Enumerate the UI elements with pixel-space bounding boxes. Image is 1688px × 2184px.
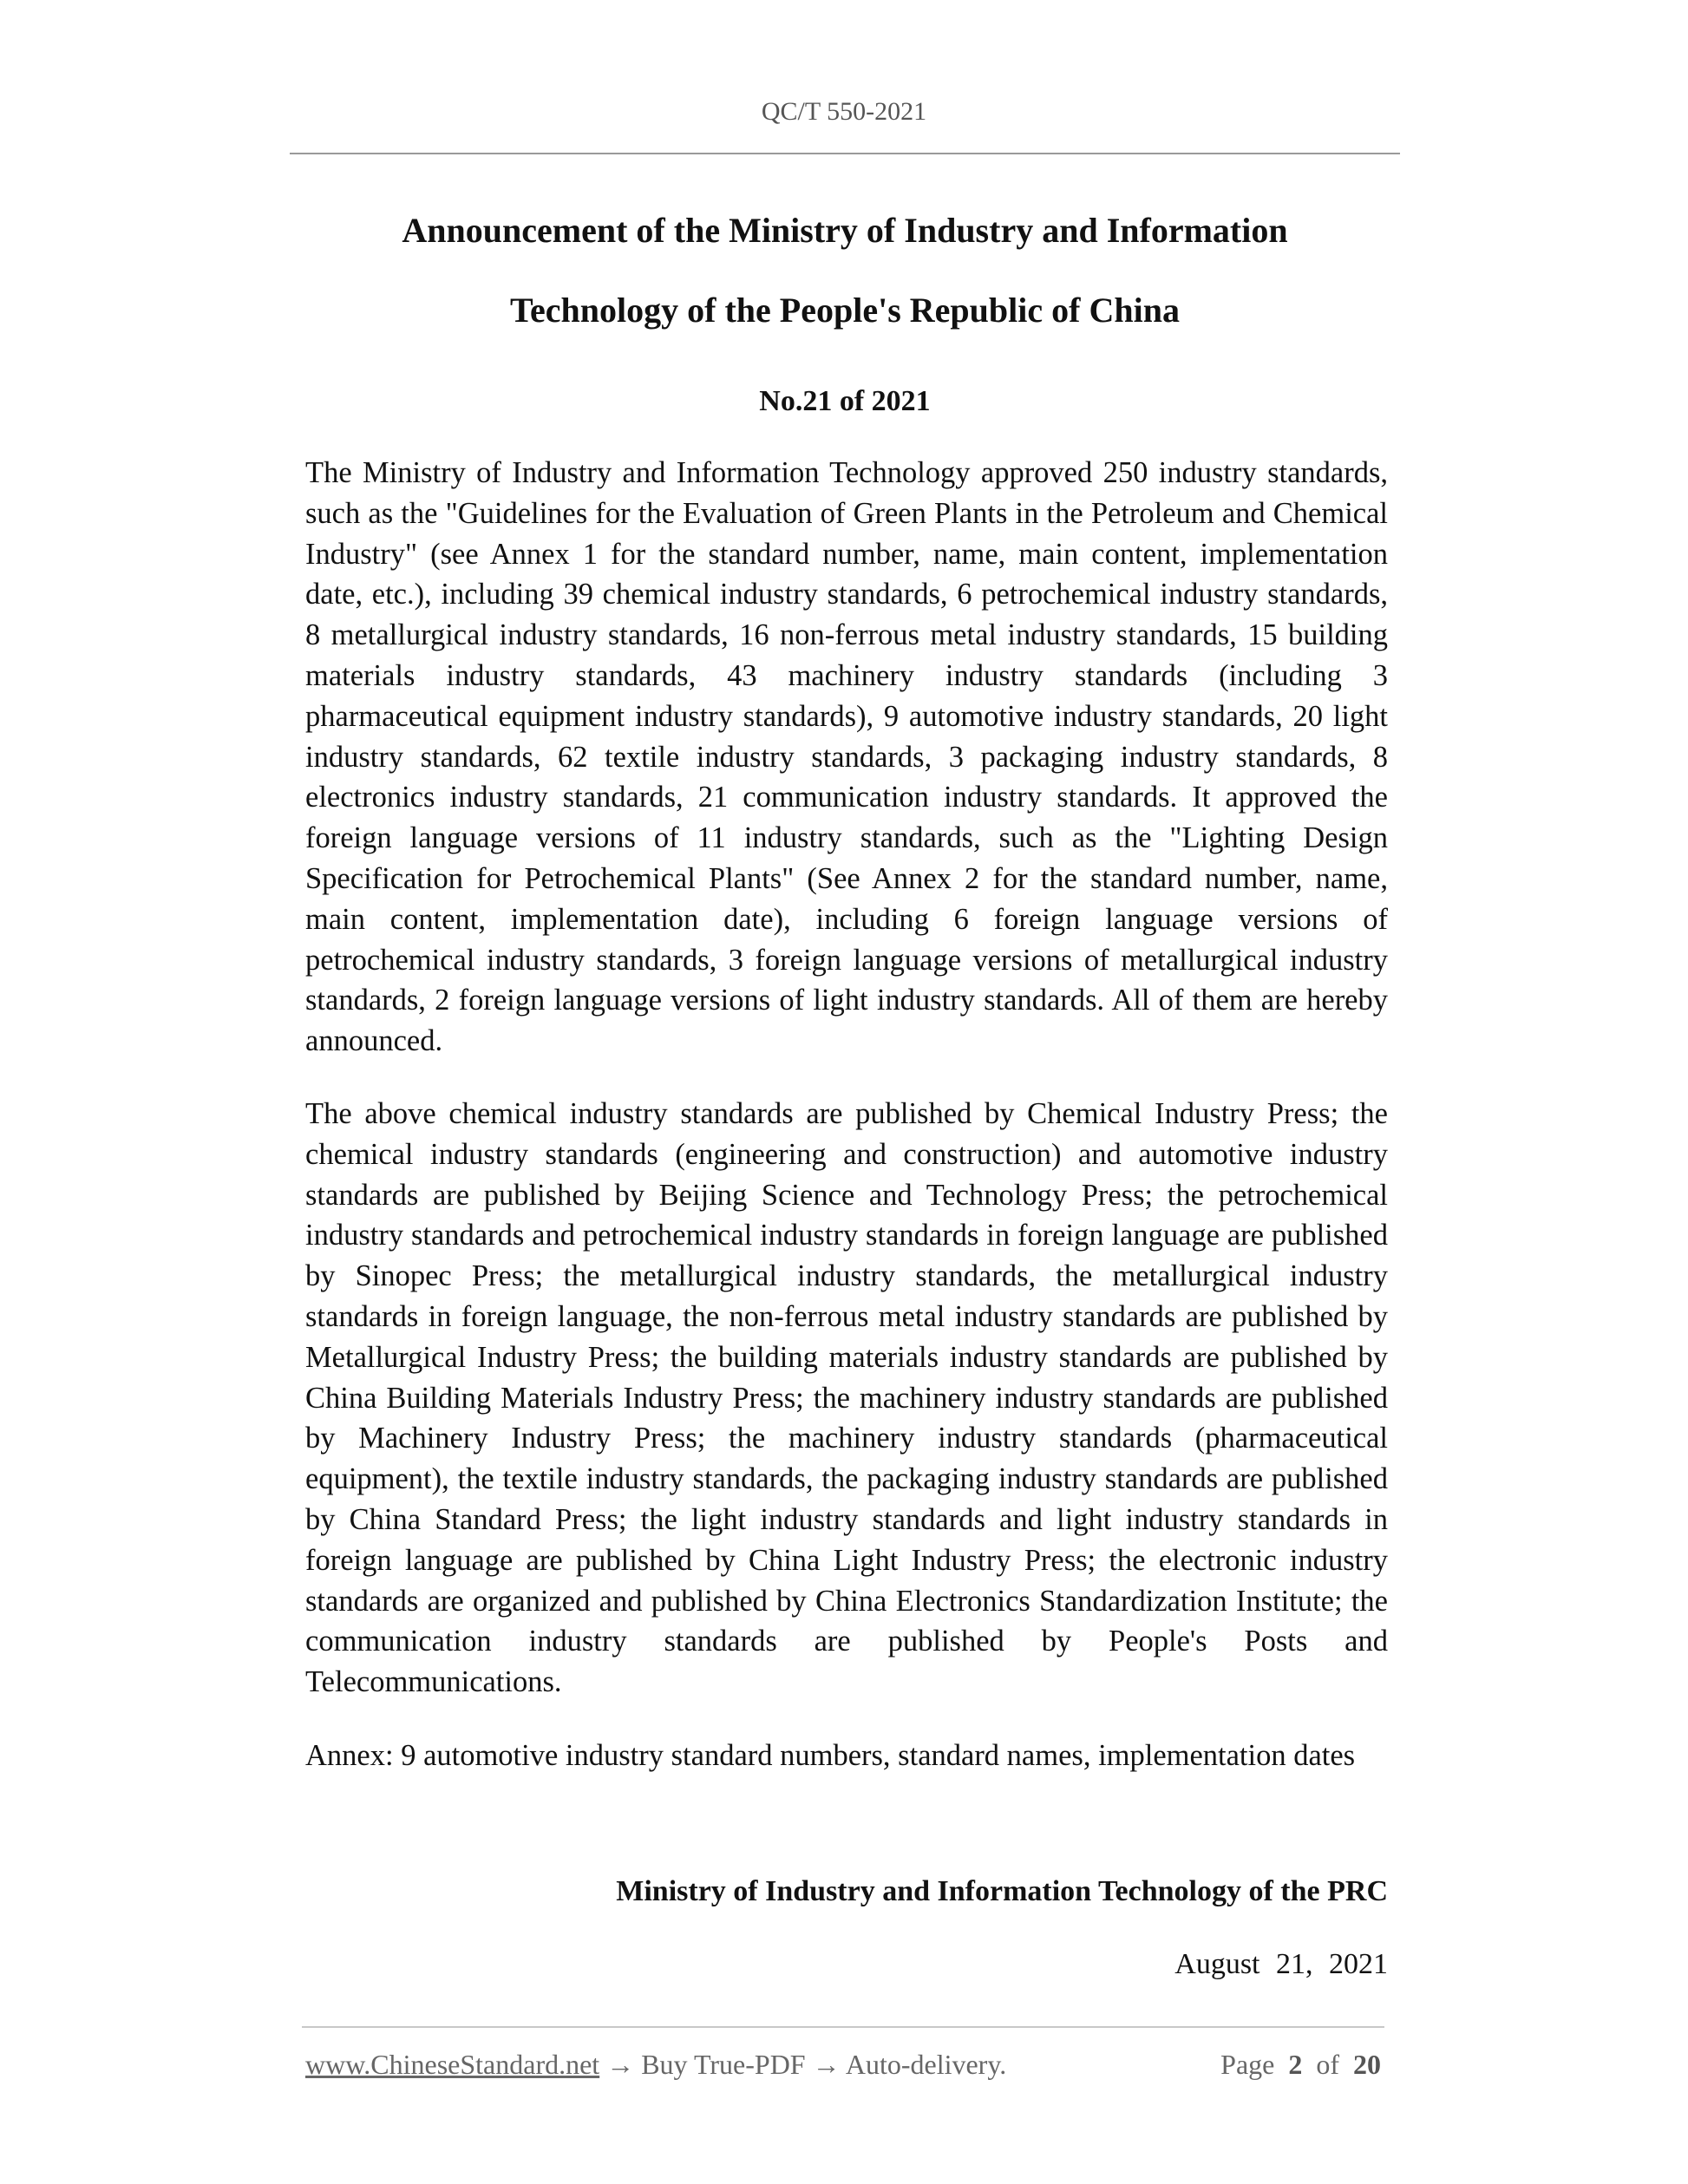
announcement-title-line-1: Announcement of the Ministry of Industry and Information xyxy=(402,211,1288,250)
page-of-label: of xyxy=(1316,2049,1339,2080)
body-paragraph-2: The above chemical industry standards are published by Chemical Industry Press; the chemical industry standards (engineering and construction) and automotive industry standards are published by Beijing Science and Technology Press; the petrochemical industry standards and petrochemical industry standards in foreign language are published by Sinopec Press; the metallurgical industry standards, the metallurgical industry standards in foreign language, the non-ferrous metal industry standards are published by Metallurgical Industry Press; the building materials industry standards are published by China Building Materials Industry Press; the machinery industry standards are published by Machinery Industry Press; the machinery industry standards (pharmaceutical equipment), the textile industry standards, the packaging industry standards are published by China Standard Press; the light industry standards and light industry standards in foreign language are published by China Light Industry Press; the electronic industry standards are organized and published by China Electronics Standardization Institute; the communication industry standards are published by People's Posts and Telecommunications. xyxy=(305,1097,1388,1699)
issuer-signature: Ministry of Industry and Information Technology of the PRC xyxy=(616,1875,1388,1907)
page-footer xyxy=(305,2049,1381,2081)
buy-true-pdf-text: Buy True-PDF xyxy=(641,2049,806,2080)
page-current: 2 xyxy=(1288,2049,1303,2080)
website-link[interactable]: www.ChineseStandard.net xyxy=(305,2049,600,2080)
body-paragraph-1: The Ministry of Industry and Information Technology approved 250 industry standards, such as the "Guidelines for the Evaluation of Green Plants in the Petroleum and Chemical Industry" (see Annex 1 for the standard number, name, main content, implementation date, etc.), including 39 chemical industry standards, 6 petrochemical industry standards, 8 metallurgical industry standards, 16 non-ferrous metal industry standards, 15 building materials industry standards, 43 machinery industry standards (including 3 pharmaceutical equipment industry standards), 9 automotive industry standards, 20 light industry standards, 62 textile industry standards, 3 packaging industry standards, 8 electronics industry standards, 21 communication industry standards. It approved the foreign language versions of 11 industry standards, such as the "Lighting Design Specification for Petrochemical Plants" (See Annex 2 for the standard number, name, main content, implementation date), including 6 foreign language versions of petrochemical industry standards, 3 foreign language versions of metallurgical industry standards, 2 foreign language versions of light industry standards. All of them are hereby announced. xyxy=(305,456,1388,1058)
issue-date: August 21, 2021 xyxy=(1174,1948,1388,1980)
footer-divider xyxy=(302,2026,1384,2028)
page-total: 20 xyxy=(1353,2049,1381,2080)
announcement-title-line-2: Technology of the People's Republic of China xyxy=(510,291,1180,330)
header-divider xyxy=(290,153,1400,154)
announcement-number: No.21 of 2021 xyxy=(759,385,931,417)
page-indicator xyxy=(1220,2049,1381,2081)
arrow-right-icon: → xyxy=(606,2049,635,2080)
arrow-right-icon: → xyxy=(812,2049,841,2080)
page-label: Page xyxy=(1220,2049,1275,2080)
auto-delivery-text: Auto-delivery. xyxy=(845,2049,1007,2080)
document-code: QC/T 550-2021 xyxy=(761,97,927,126)
annex-note: Annex: 9 automotive industry standard numbers, standard names, implementation dates xyxy=(305,1739,1356,1772)
